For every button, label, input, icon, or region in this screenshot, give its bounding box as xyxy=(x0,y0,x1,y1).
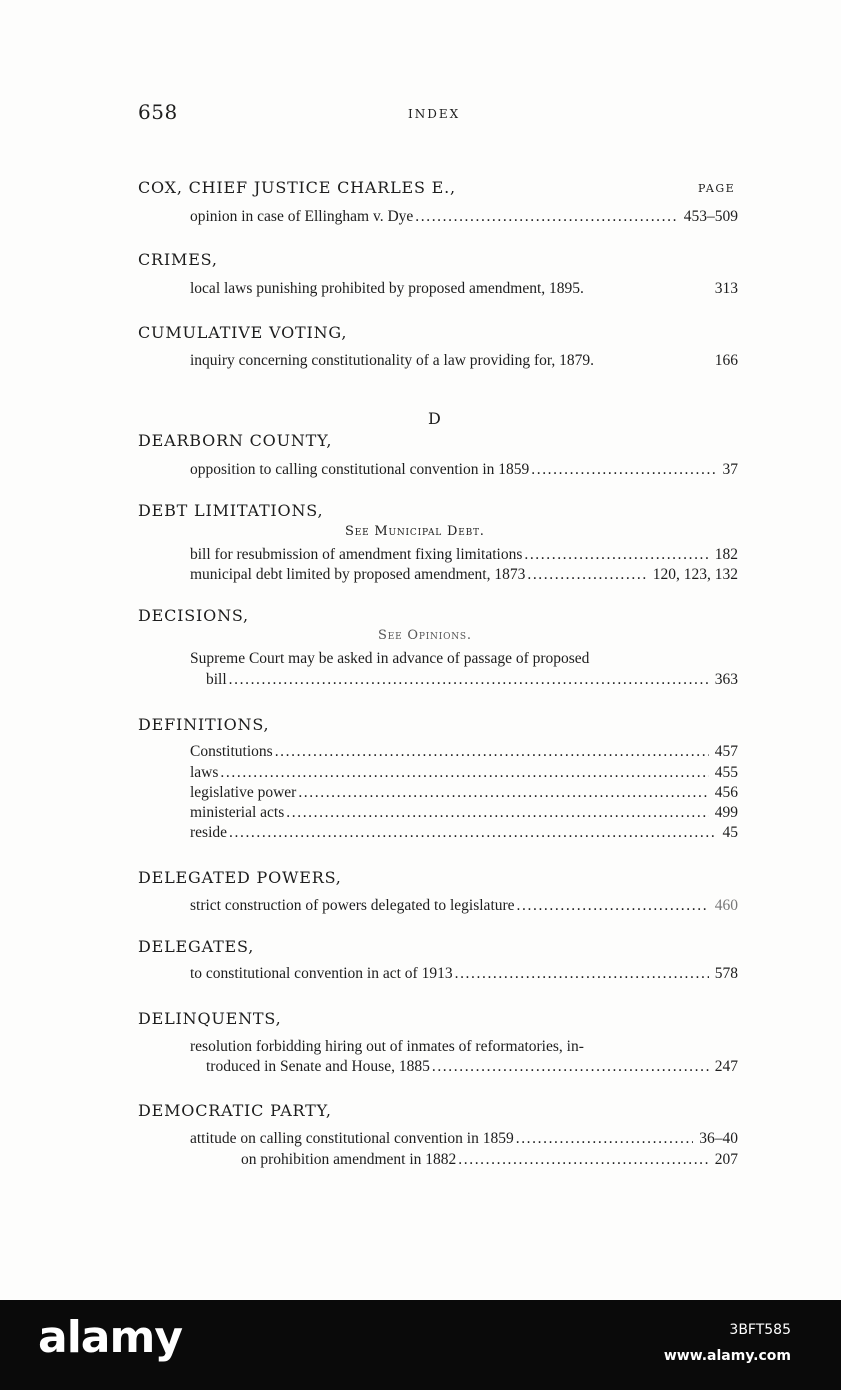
see-reference: See Municipal Debt. xyxy=(345,524,485,539)
index-heading-dearborn-county: DEARBORN COUNTY, xyxy=(138,431,333,450)
index-entry xyxy=(190,461,738,479)
index-heading-crimes: CRIMES, xyxy=(138,250,218,269)
image-id: 3BFT585 xyxy=(729,1322,791,1338)
entry-page: 313 xyxy=(714,280,738,297)
entry-text: opposition to calling constitutional convention in 1859 xyxy=(190,461,530,478)
entry-text: ministerial acts xyxy=(190,804,285,821)
entry-page: 363 xyxy=(714,671,738,688)
entry-page: 457 xyxy=(714,743,738,760)
entry-text: troduced in Senate and House, 1885 xyxy=(206,1058,430,1075)
running-title: INDEX xyxy=(408,107,461,121)
index-entry xyxy=(190,280,738,298)
entry-text: municipal debt limited by proposed amendment, 1873 xyxy=(190,566,526,583)
leader-dots xyxy=(296,784,708,802)
entry-text: attitude on calling constitutional convention in 1859 xyxy=(190,1130,514,1147)
entry-text: to constitutional convention in act of 1913 xyxy=(190,965,453,982)
entry-text: bill xyxy=(206,671,227,688)
leader-dots xyxy=(453,965,709,983)
entry-text: on prohibition amendment in 1882 xyxy=(241,1151,457,1168)
leader-dots xyxy=(522,546,708,564)
entry-text: inquiry concerning constitutionality of a law providing for, 1879. xyxy=(190,352,595,369)
index-entry xyxy=(190,824,738,842)
leader-dots xyxy=(227,824,716,842)
index-entry xyxy=(190,566,738,584)
entry-text: local laws punishing prohibited by proposed amendment, 1895. xyxy=(190,280,584,297)
entry-text-line: resolution forbidding hiring out of inmates of reformatories, in- xyxy=(190,1038,584,1055)
index-entry xyxy=(190,546,738,564)
entry-page: 207 xyxy=(714,1151,738,1168)
index-heading-definitions: DEFINITIONS, xyxy=(138,715,270,734)
entry-page: 456 xyxy=(714,784,738,801)
index-entry xyxy=(190,897,738,915)
entry-page: 453–509 xyxy=(683,208,738,225)
index-heading-delinquents: DELINQUENTS, xyxy=(138,1009,282,1028)
entry-text: laws xyxy=(190,764,219,781)
leader-dots xyxy=(413,208,677,226)
entry-page: 247 xyxy=(714,1058,738,1075)
index-heading-decisions: DECISIONS, xyxy=(138,606,249,625)
entry-page: 578 xyxy=(714,965,738,982)
brand-logo: alamy xyxy=(38,1312,182,1363)
site-url: www.alamy.com xyxy=(663,1348,791,1364)
index-entry xyxy=(190,743,738,761)
index-entry xyxy=(190,784,738,802)
entry-page: 36–40 xyxy=(699,1130,738,1147)
leader-dots xyxy=(218,764,708,782)
see-reference: See Opinions. xyxy=(378,628,472,643)
entry-text: strict construction of powers delegated to legislature xyxy=(190,897,515,914)
page-column-label: PAGE xyxy=(698,182,736,195)
leader-dots xyxy=(430,1058,709,1076)
entry-text-line: Supreme Court may be asked in advance of passage of proposed xyxy=(190,650,590,667)
entry-page: 499 xyxy=(714,804,738,821)
index-heading-delegated-powers: DELEGATED POWERS, xyxy=(138,868,342,887)
index-heading-debt-limitations: DEBT LIMITATIONS, xyxy=(138,501,324,520)
index-heading-delegates: DELEGATES, xyxy=(138,937,255,956)
leader-dots xyxy=(273,743,709,761)
index-entry xyxy=(206,1058,738,1076)
leader-dots xyxy=(515,897,709,915)
leader-dots xyxy=(514,1130,694,1148)
leader-dots xyxy=(227,671,709,689)
index-entry xyxy=(206,671,738,689)
leader-dots xyxy=(456,1151,708,1169)
index-heading-cumulative-voting: CUMULATIVE VOTING, xyxy=(138,323,348,342)
entry-text: opinion in case of Ellingham v. Dye xyxy=(190,208,414,225)
leader-dots xyxy=(529,461,716,479)
index-entry xyxy=(190,208,738,226)
entry-text: Constitutions xyxy=(190,743,273,760)
entry-text: bill for resubmission of amendment fixing limitations xyxy=(190,546,523,563)
section-letter: D xyxy=(428,409,441,428)
leader-dots xyxy=(525,566,646,584)
entry-page: 182 xyxy=(714,546,738,563)
index-entry xyxy=(190,764,738,782)
leader-dots xyxy=(284,804,708,822)
entry-page: 120, 123, 132 xyxy=(652,566,738,583)
page-number: 658 xyxy=(138,100,178,124)
entry-text: reside xyxy=(190,824,228,841)
entry-text: legislative power xyxy=(190,784,297,801)
index-entry xyxy=(190,1130,738,1148)
entry-page: 166 xyxy=(714,352,738,369)
entry-page: 37 xyxy=(722,461,738,478)
entry-page: 460 xyxy=(714,897,738,914)
entry-page: 455 xyxy=(714,764,738,781)
entry-page: 45 xyxy=(722,824,738,841)
index-entry xyxy=(190,965,738,983)
index-entry xyxy=(190,804,738,822)
index-entry xyxy=(190,352,738,370)
index-entry xyxy=(241,1151,738,1169)
index-heading-democratic-party: DEMOCRATIC PARTY, xyxy=(138,1101,332,1120)
index-heading-cox: COX, CHIEF JUSTICE CHARLES E., xyxy=(138,178,456,197)
